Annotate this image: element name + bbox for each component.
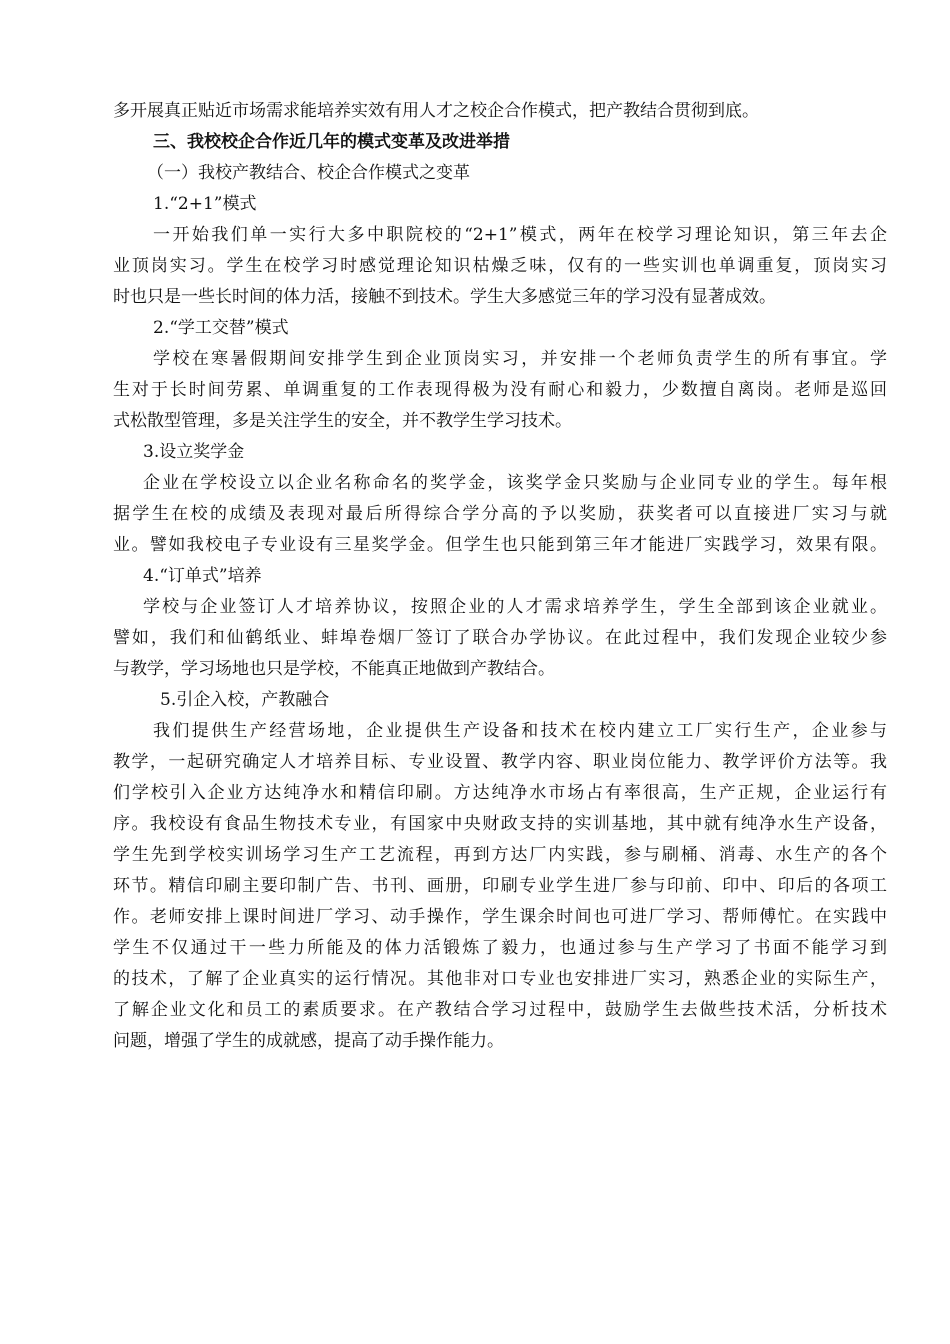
- document-body: [113, 96, 887, 1057]
- item-heading-1: 1.“2+1”模式: [153, 194, 257, 214]
- paragraph-line: 问题，增强了学生的成就感，提高了动手操作能力。: [113, 1031, 504, 1051]
- paragraph-line: 我们提供生产经营场地，企业提供生产设备和技术在校内建立工厂实行生产，企业参与: [153, 721, 887, 741]
- paragraph-line: 学校与企业签订人才培养协议，按照企业的人才需求培养学生，学生全部到该企业就业。: [143, 597, 887, 617]
- subsection-heading: （一）我校产教结合、校企合作模式之变革: [147, 163, 470, 183]
- paragraph-line: 环节。精信印刷主要印制广告、书刊、画册，印刷专业学生进厂参与印前、印中、印后的各项工: [113, 876, 887, 896]
- paragraph-line: 学校在寒暑假期间安排学生到企业顶岗实习，并安排一个老师负责学生的所有事宜。学: [153, 349, 887, 369]
- paragraph-line: 企业在学校设立以企业名称命名的奖学金，该奖学金只奖励与企业同专业的学生。每年根: [143, 473, 887, 493]
- paragraph-line: 多开展真正贴近市场需求能培养实效有用人才之校企合作模式，把产教结合贯彻到底。: [113, 101, 759, 121]
- paragraph-line: 与教学，学习场地也只是学校，不能真正地做到产教结合。: [113, 659, 555, 679]
- paragraph-line: 时也只是一些长时间的体力活，接触不到技术。学生大多感觉三年的学习没有显著成效。: [113, 287, 776, 307]
- paragraph-line: 的技术，了解了企业真实的运行情况。其他非对口专业也安排进厂实习，熟悉企业的实际生产，: [113, 969, 887, 989]
- paragraph-line: 学生不仅通过干一些力所能及的体力活锻炼了毅力，也通过参与生产学习了书面不能学习到: [113, 938, 887, 958]
- paragraph-line: 业。譬如我校电子专业设有三星奖学金。但学生也只能到第三年才能进厂实践学习，效果有限。: [113, 535, 887, 555]
- paragraph-line: 据学生在校的成绩及表现对最后所得综合学分高的予以奖励，获奖者可以直接进厂实习与就: [113, 504, 887, 524]
- paragraph-line: 生对于长时间劳累、单调重复的工作表现得极为没有耐心和毅力，少数擅自离岗。老师是巡回: [113, 380, 887, 400]
- item-heading-3: 3.设立奖学金: [143, 442, 245, 462]
- section-heading: 三、我校校企合作近几年的模式变革及改进举措: [153, 132, 510, 152]
- paragraph-line: 作。老师安排上课时间进厂学习、动手操作，学生课余时间也可进厂学习、帮师傅忙。在实践中: [113, 907, 887, 927]
- paragraph-line: 式松散型管理，多是关注学生的安全，并不教学生学习技术。: [113, 411, 572, 431]
- paragraph-line: 一开始我们单一实行大多中职院校的“2+1”模式，两年在校学习理论知识，第三年去企: [153, 225, 887, 245]
- paragraph-line: 教学，一起研究确定人才培养目标、专业设置、教学内容、职业岗位能力、教学评价方法等。我: [113, 752, 887, 772]
- paragraph-line: 学生先到学校实训场学习生产工艺流程，再到方达厂内实践，参与刷桶、消毒、水生产的各个: [113, 845, 887, 865]
- paragraph-line: 业顶岗实习。学生在校学习时感觉理论知识枯燥乏味，仅有的一些实训也单调重复，顶岗实习: [113, 256, 887, 276]
- paragraph-line: 们学校引入企业方达纯净水和精信印刷。方达纯净水市场占有率很高，生产正规，企业运行有: [113, 783, 887, 803]
- paragraph-line: 序。我校设有食品生物技术专业，有国家中央财政支持的实训基地，其中就有纯净水生产设备，: [113, 814, 887, 834]
- item-heading-4: 4.“订单式”培养: [143, 566, 262, 586]
- paragraph-line: 了解企业文化和员工的素质要求。在产教结合学习过程中，鼓励学生去做些技术活，分析技术: [113, 1000, 887, 1020]
- item-heading-5: 5.引企入校，产教融合: [160, 690, 330, 710]
- paragraph-line: 譬如，我们和仙鹤纸业、蚌埠卷烟厂签订了联合办学协议。在此过程中，我们发现企业较少参: [113, 628, 887, 648]
- item-heading-2: 2.“学工交替”模式: [153, 318, 289, 338]
